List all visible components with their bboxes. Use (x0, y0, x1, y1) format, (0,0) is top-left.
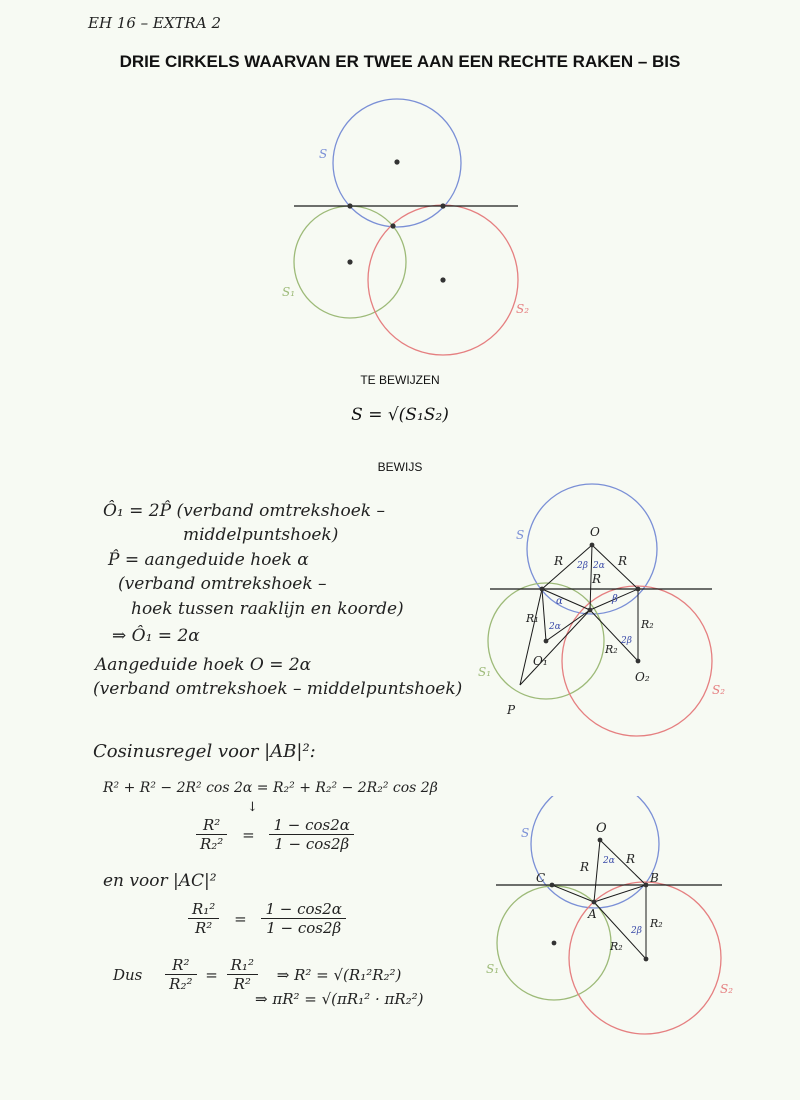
label-r2: R₂ (641, 618, 654, 631)
proof-line: hoek tussen raaklijn en koorde) (131, 599, 404, 619)
intersection-point (390, 223, 395, 228)
conclusion-equation: Dus $\frac{\text{R²}}{\text{R₂²}}$ = $\frac{\text{R₁²}}{\text{R²}}$ ⇒ R² = √(R₁²R₂²) (113, 956, 402, 993)
figure-3 (470, 796, 800, 1046)
label-r1: R₁ (526, 612, 539, 625)
label-s: S (516, 528, 525, 542)
tangent-point-1 (347, 203, 352, 208)
chord-line (552, 885, 594, 902)
label-beta: β (612, 594, 618, 605)
label-two-alpha: 2α (593, 561, 605, 571)
center-s1 (347, 259, 352, 264)
label-o: O (596, 821, 607, 836)
label-b: B (650, 871, 659, 885)
point-c (550, 883, 555, 888)
label-r: R (554, 554, 564, 568)
final-equation: ⇒ πR² = √(πR₁² · πR₂²) (255, 990, 424, 1008)
label-s1: S₁ (478, 665, 492, 679)
label-s1: S₁ (282, 285, 296, 299)
label-two-beta: 2β (577, 561, 588, 571)
derivation-arrow: ↓ (247, 800, 258, 815)
label-s1: S₁ (486, 962, 500, 976)
proof-line: P̂ = aangeduide hoek α (108, 550, 309, 570)
label-c: C (536, 871, 546, 885)
fraction: $\frac{1 - \cos 2\alpha}{1 - \cos 2\beta}$ (261, 900, 345, 937)
label-r: R (618, 554, 628, 568)
label-s2: S₂ (516, 302, 530, 316)
chord-line (542, 589, 590, 610)
proof-line: Aangeduide hoek O = 2α (95, 655, 312, 675)
header-note: EH 16 – EXTRA 2 (88, 14, 221, 32)
point-tangent (540, 587, 545, 592)
proof-line: ⇒ Ô₁ = 2α (112, 626, 200, 646)
proof-line: (verband omtrekshoek – (118, 574, 327, 594)
label-r: R (592, 572, 602, 586)
label-two-beta: 2β (621, 636, 632, 646)
label-s: S (319, 147, 328, 161)
point-intersection (588, 608, 593, 613)
center-s2 (440, 277, 445, 282)
proof-heading: BEWIJS (377, 460, 423, 474)
fraction: $\frac{1 - \cos 2\alpha}{1 - \cos 2\beta}$ (269, 816, 353, 853)
fraction: $\frac{\text{R₁²}}{\text{R²}}$ (188, 900, 219, 937)
proof-line: Ô₁ = 2P̂ (verband omtrekshoek – (103, 501, 385, 521)
label-o: O (590, 525, 600, 539)
fraction: $\frac{\text{R₁²}}{\text{R²}}$ (227, 956, 258, 993)
proof-line: middelpuntshoek) (183, 525, 339, 545)
fraction: $\frac{\text{R²}}{\text{R₂²}}$ (196, 816, 227, 853)
fraction-equation-2: $\frac{\text{R₁²}}{\text{R²}}$ = $\frac{1 - \cos 2\alpha}{1 - \cos 2\beta}$ (188, 900, 346, 937)
label-r2: R₂ (605, 643, 618, 656)
cosine-equation: R² + R² − 2R² cos 2α = R₂² + R₂² − 2R₂² cos 2β (103, 780, 438, 796)
label-two-alpha: 2α (603, 856, 615, 866)
figure-1 (0, 0, 800, 370)
center-s1 (552, 941, 557, 946)
page-title: DRIE CIRKELS WAARVAN ER TWEE AAN EEN RECHTE RAKEN – BIS (119, 52, 681, 71)
label-o1: O₁ (533, 654, 548, 668)
label-two-beta: 2β (631, 926, 642, 936)
point-b (644, 883, 649, 888)
label-two-alpha: 2α (549, 622, 561, 632)
to-prove-formula: S = √(S₁S₂) (351, 405, 449, 425)
proof-line: (verband omtrekshoek – middelpuntshoek) (93, 679, 463, 699)
label-p: P (507, 703, 516, 717)
center-s (394, 159, 399, 164)
fraction-equation-1: $\frac{\text{R²}}{\text{R₂²}}$ = $\frac{1 - \cos 2\alpha}{1 - \cos 2\beta}$ (196, 816, 354, 853)
figure-2 (470, 478, 800, 744)
to-prove-heading: TE BEWIJZEN (360, 373, 440, 387)
label-s: S (521, 826, 530, 840)
label-r: R (626, 852, 636, 866)
label-r2: R₂ (610, 940, 623, 953)
en-voor-heading: en voor |AC|² (103, 871, 217, 891)
label-r2: R₂ (650, 917, 663, 930)
tangent-point-2 (440, 203, 445, 208)
point-o (598, 838, 603, 843)
label-a: A (588, 907, 597, 921)
fraction: $\frac{\text{R²}}{\text{R₂²}}$ (165, 956, 196, 993)
label-alpha: α (556, 596, 563, 607)
radius-line (594, 840, 600, 902)
point-o (590, 543, 595, 548)
point-o2 (636, 659, 641, 664)
point-o1 (544, 639, 549, 644)
radius-line (542, 589, 546, 641)
cosine-heading: Cosinusregel voor |AB|²: (93, 741, 316, 762)
label-o2: O₂ (635, 670, 650, 684)
chord-line (520, 589, 542, 685)
chord-line (594, 885, 646, 902)
label-s2: S₂ (720, 982, 734, 996)
point-a (592, 900, 597, 905)
point-tangent (636, 587, 641, 592)
label-s2: S₂ (712, 683, 726, 697)
center-s2 (644, 957, 649, 962)
label-r: R (580, 860, 590, 874)
